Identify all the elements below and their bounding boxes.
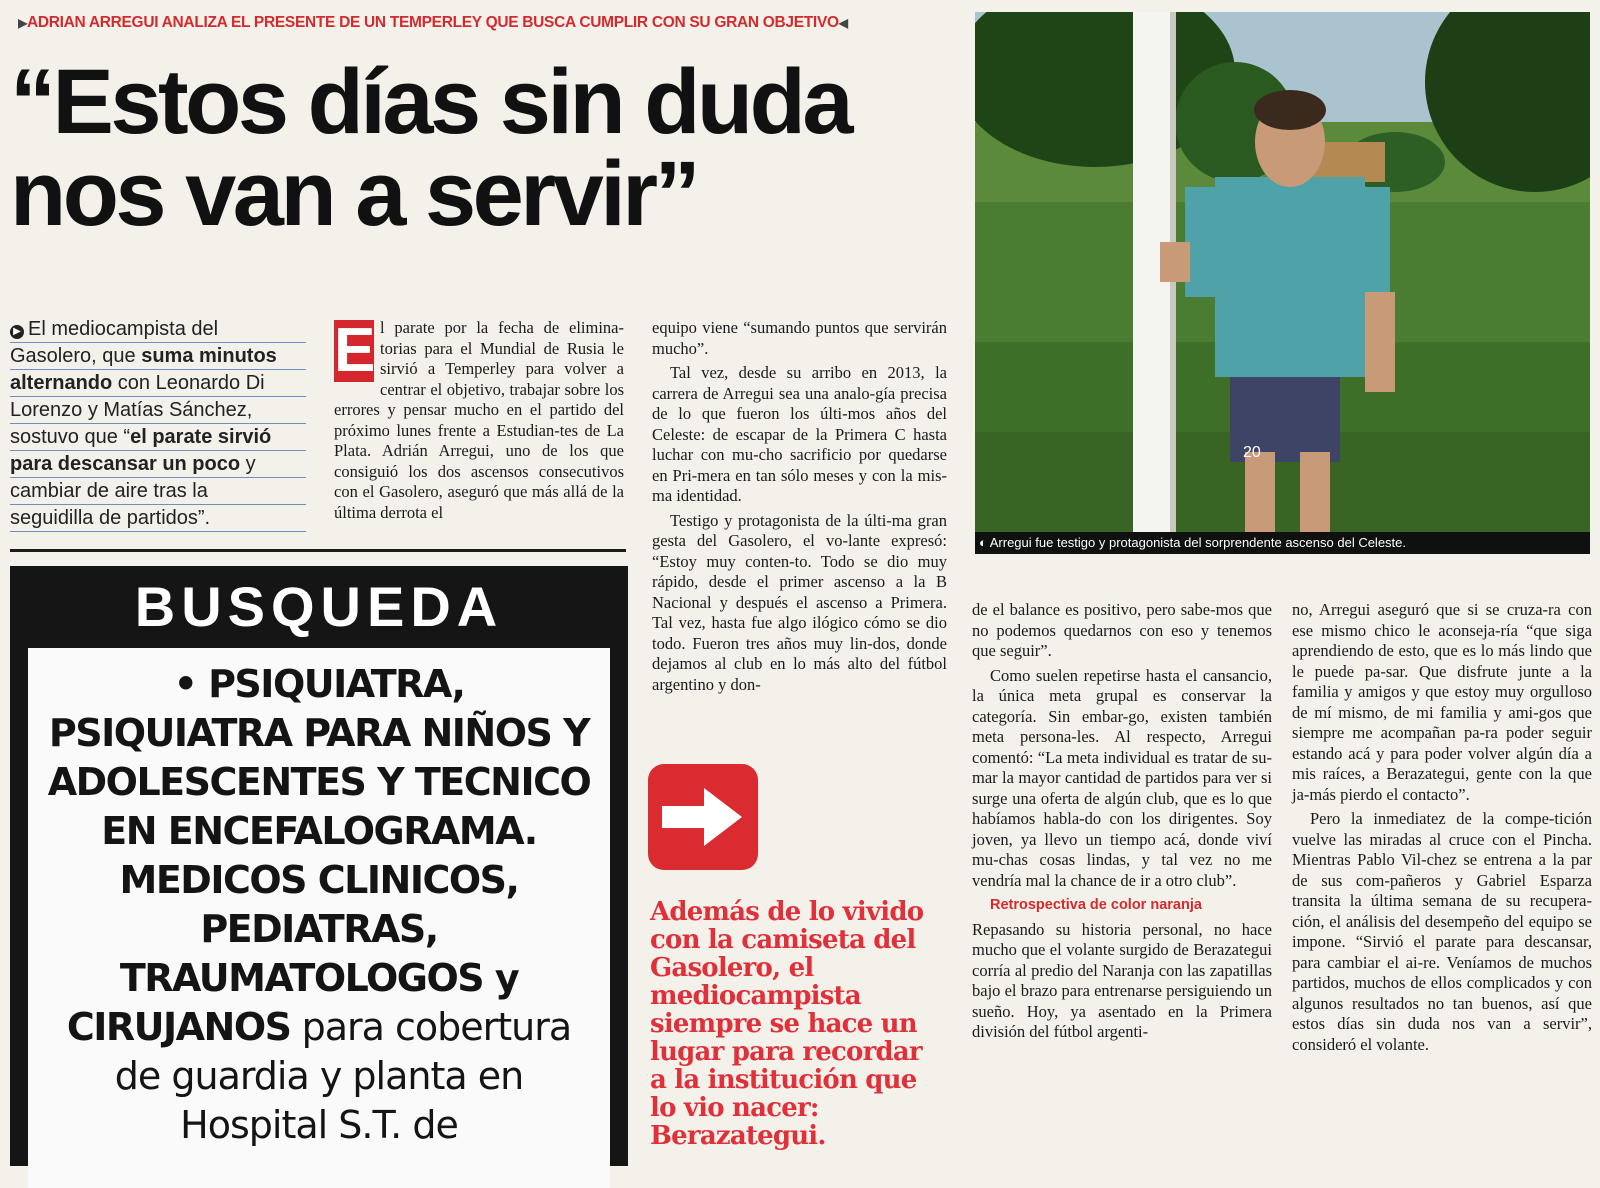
summary-line: cambiar de aire tras la bbox=[10, 478, 306, 505]
ad-body bbox=[28, 648, 610, 1188]
dropcap: E bbox=[334, 316, 376, 385]
article-paragraph: Testigo y protagonista de la últi-ma gran gesta del Gasolero, el vo-lante expresó: “Estoy muy conten-to. Todo se dio muy rápido, desde el primer ascenso a la B Nacional y después el ascenso a Primera. Tal vez, hasta fue algo ilógico cómo se dio todo. Fueron tres años muy lin-dos, donde dejamos al club en lo más alto del fútbol argentino y don- bbox=[652, 510, 947, 694]
article-column-4 bbox=[1292, 600, 1592, 1059]
ad-line: PEDIATRAS, bbox=[200, 907, 438, 951]
pull-quote-line: siempre se hace un bbox=[650, 1009, 917, 1039]
jersey-number: 20 bbox=[1243, 444, 1261, 461]
pull-quote-line: a la institución que bbox=[650, 1065, 917, 1095]
article-paragraph: Repasando su historia personal, no hace mucho que el volante surgido de Berazategui corría al predio del Naranja con las zapatillas bajo el brazo para entrenarse persiguiendo un sueño. Hoy, ya asentado en la Primera división del fútbol argenti- bbox=[972, 919, 1272, 1041]
ad-title: BUSQUEDA bbox=[134, 575, 504, 638]
ad-line: • PSIQUIATRA, bbox=[173, 662, 465, 706]
pull-quote-line: mediocampista bbox=[650, 981, 861, 1011]
article-paragraph: Tal vez, desde su arribo en 2013, la carrera de Arregui sea una analo-gía precisa de lo que fueron los últi-mos años del Celeste: de escapar de la Primera C hasta luchar con mu-cho sacrificio por quedarse en Pri-mera en tan sólo meses y con la mis-ma identidad. bbox=[652, 363, 947, 505]
bullet-arrow-icon: ▶ bbox=[10, 325, 24, 339]
player-photo-illustration bbox=[975, 12, 1590, 552]
pull-quote-line: lo vio nacer: bbox=[650, 1093, 819, 1123]
headline-line-1: “Estos días sin duda bbox=[10, 51, 850, 153]
article-column-2 bbox=[652, 318, 947, 699]
photo-caption bbox=[975, 532, 1590, 554]
photo-caption-text: Arregui fue testigo y protagonista del sorprendente ascenso del Celeste. bbox=[989, 535, 1407, 550]
ad-line: CIRUJANOS para cobertura bbox=[66, 1005, 572, 1049]
pull-quote-line: Berazategui. bbox=[650, 1121, 826, 1151]
article-paragraph: de el balance es positivo, pero sabe-mos que no podemos quedarnos con eso y tenemos que seguir”. bbox=[972, 600, 1272, 660]
summary-line: seguidilla de partidos”. bbox=[10, 505, 306, 532]
ad-line: ADOLESCENTES Y TECNICO bbox=[47, 760, 591, 804]
ad-line: MEDICOS CLINICOS, bbox=[119, 858, 519, 902]
article-kicker bbox=[18, 14, 928, 32]
kicker-text: ADRIAN ARREGUI ANALIZA EL PRESENTE DE UN TEMPERLEY QUE BUSCA CUMPLIR CON SU GRAN OBJETIVO bbox=[26, 14, 839, 31]
pull-quote-line: Gasolero, el bbox=[650, 953, 814, 983]
ad-line: PSIQUIATRA PARA NIÑOS Y bbox=[48, 711, 590, 755]
summary-line: ▶ El mediocampista del bbox=[10, 316, 306, 343]
player-photo bbox=[975, 12, 1590, 552]
ad-line: Hospital S.T. de bbox=[180, 1103, 458, 1147]
article-paragraph: equipo viene “sumando puntos que servirán mucho”. bbox=[652, 318, 947, 358]
pull-quote-line: lugar para recordar bbox=[650, 1037, 922, 1067]
pull-quote-line: con la camiseta del bbox=[650, 925, 916, 955]
ad-line: EN ENCEFALOGRAMA. bbox=[101, 809, 537, 853]
article-column-1 bbox=[334, 318, 624, 527]
section-divider bbox=[10, 549, 626, 552]
article-paragraph: Pero la inmediatez de la compe-tición vuelve las miradas al cruce con el Pincha. Mientras Pablo Vil-chez se entrena a la par de sus com-pañeros y Gabriel Esparza transita la última semana de su recupera-ción, el análisis del desempeño del equipo se impone. “Sirvió el parate para descansar, para cambiar el ai-re. Veníamos de muchos partidos, muchos de ellos complicados y con algunos resultados no tan buenos, así que estos días sin duda nos van a servir”, consideró el volante. bbox=[1292, 809, 1592, 1054]
arrow-right-icon bbox=[648, 764, 758, 870]
ad-line: TRAUMATOLOGOS y bbox=[119, 956, 519, 1000]
job-ad bbox=[10, 566, 628, 1166]
summary-line: sostuvo que “el parate sirvió bbox=[10, 424, 306, 451]
article-paragraph: l parate por la fecha de elimina-torias para el Mundial de Rusia le sirvió a Temperley para volver a centrar el objetivo, trabajar sobre los errores y pensar mucho en el partido del próximo lunes frente a Estudian-tes de La Plata. Adrián Arregui, uno de los que consiguió los dos ascensos consecutivos con el Gasolero, aseguró que más allá de la última derrota el bbox=[334, 318, 624, 522]
caption-arrow-icon: ◐ bbox=[979, 535, 990, 550]
ad-line: de guardia y planta en bbox=[114, 1054, 524, 1098]
summary-line: para descansar un poco y bbox=[10, 451, 306, 478]
triangle-right-icon: ▶ bbox=[18, 16, 27, 30]
pull-quote bbox=[650, 898, 950, 1150]
headline-line-2: nos van a servir” bbox=[10, 143, 698, 245]
summary-line: alternando con Leonardo Di bbox=[10, 370, 306, 397]
pull-quote-line: Además de lo vivido bbox=[650, 897, 924, 927]
summary-lede bbox=[10, 316, 306, 532]
summary-line: Gasolero, que suma minutos bbox=[10, 343, 306, 370]
article-subhead: Retrospectiva de color naranja bbox=[990, 897, 1202, 913]
article-paragraph: no, Arregui aseguró que si se cruza-ra con ese mismo chico le aconseja-ría “que siga aprendiendo de esto, que es lo más lindo que le puede pa-sar. Que disfrute junte a la familia y amigos y que estoy muy orgulloso de mí mismo, de mi familia y ami-gos que siempre me acompañan pa-ra poder seguir estando acá y para poder volver algún día a mis raíces, a Berazategui, gente con la que ja-más pierdo el contacto”. bbox=[1292, 600, 1592, 804]
headline bbox=[10, 51, 950, 245]
summary-line: Lorenzo y Matías Sánchez, bbox=[10, 397, 306, 424]
article-column-3 bbox=[972, 600, 1272, 1047]
article-paragraph: Como suelen repetirse hasta el cansancio, la única meta grupal es conservar la categoría. Sin embar-go, existen también meta persona-les. Al respecto, Arregui comentó: “La meta individual es tratar de su-mar la mayor cantidad de partidos para ver si surge una oferta de algún club, que es lo que habíamos habla-do con los dirigentes. Soy joven, ya llevo un tiempo acá, donde viví mu-chas cosas lindas, y tal vez no me vendría mal la chance de ir a otro club”. bbox=[972, 665, 1272, 890]
triangle-left-icon: ◀ bbox=[838, 16, 848, 30]
